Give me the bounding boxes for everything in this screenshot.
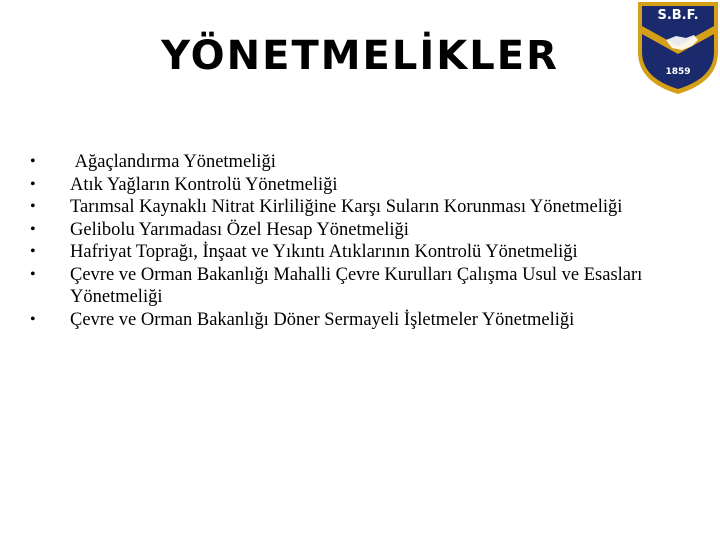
logo-text: S.B.F. <box>657 8 699 23</box>
list-item-text: Tarımsal Kaynaklı Nitrat Kirliliğine Karşı Suların Korunması Yönetmeliği <box>70 197 623 217</box>
bullet-icon: • <box>30 310 36 328</box>
list-item-text: Atık Yağların Kontrolü Yönetmeliği <box>70 174 338 195</box>
logo-year: 1859 <box>665 67 691 77</box>
bullet-icon: • <box>30 265 36 283</box>
list-item-text: Çevre ve Orman Bakanlığı Döner Sermayeli İşletmeler Yönetmeliği <box>70 309 575 330</box>
list-item <box>30 264 690 309</box>
list-item <box>30 309 690 332</box>
bullet-list <box>30 151 690 331</box>
sbf-logo <box>636 0 720 96</box>
bullet-icon: • <box>30 220 36 238</box>
list-item-text: Gelibolu Yarımadası Özel Hesap Yönetmeliği <box>70 219 409 240</box>
list-item-text: Çevre ve Orman Bakanlığı Mahalli Çevre Kurulları Çalışma Usul ve Esasları Yönetmeliği <box>70 264 647 307</box>
bullet-icon: • <box>30 198 36 215</box>
list-item <box>30 151 690 174</box>
bullet-icon: • <box>30 153 36 170</box>
bullet-icon: • <box>30 243 36 260</box>
list-item-text: Ağaçlandırma Yönetmeliği <box>70 152 276 172</box>
bullet-icon: • <box>30 175 36 193</box>
list-item <box>30 219 690 242</box>
list-item <box>30 174 690 197</box>
list-item-text: Hafriyat Toprağı, İnşaat ve Yıkıntı Atıklarının Kontrolü Yönetmeliği <box>70 242 578 262</box>
list-item <box>30 196 690 219</box>
list-item <box>30 241 690 264</box>
slide-title: YÖNETMELİKLER <box>161 33 559 79</box>
